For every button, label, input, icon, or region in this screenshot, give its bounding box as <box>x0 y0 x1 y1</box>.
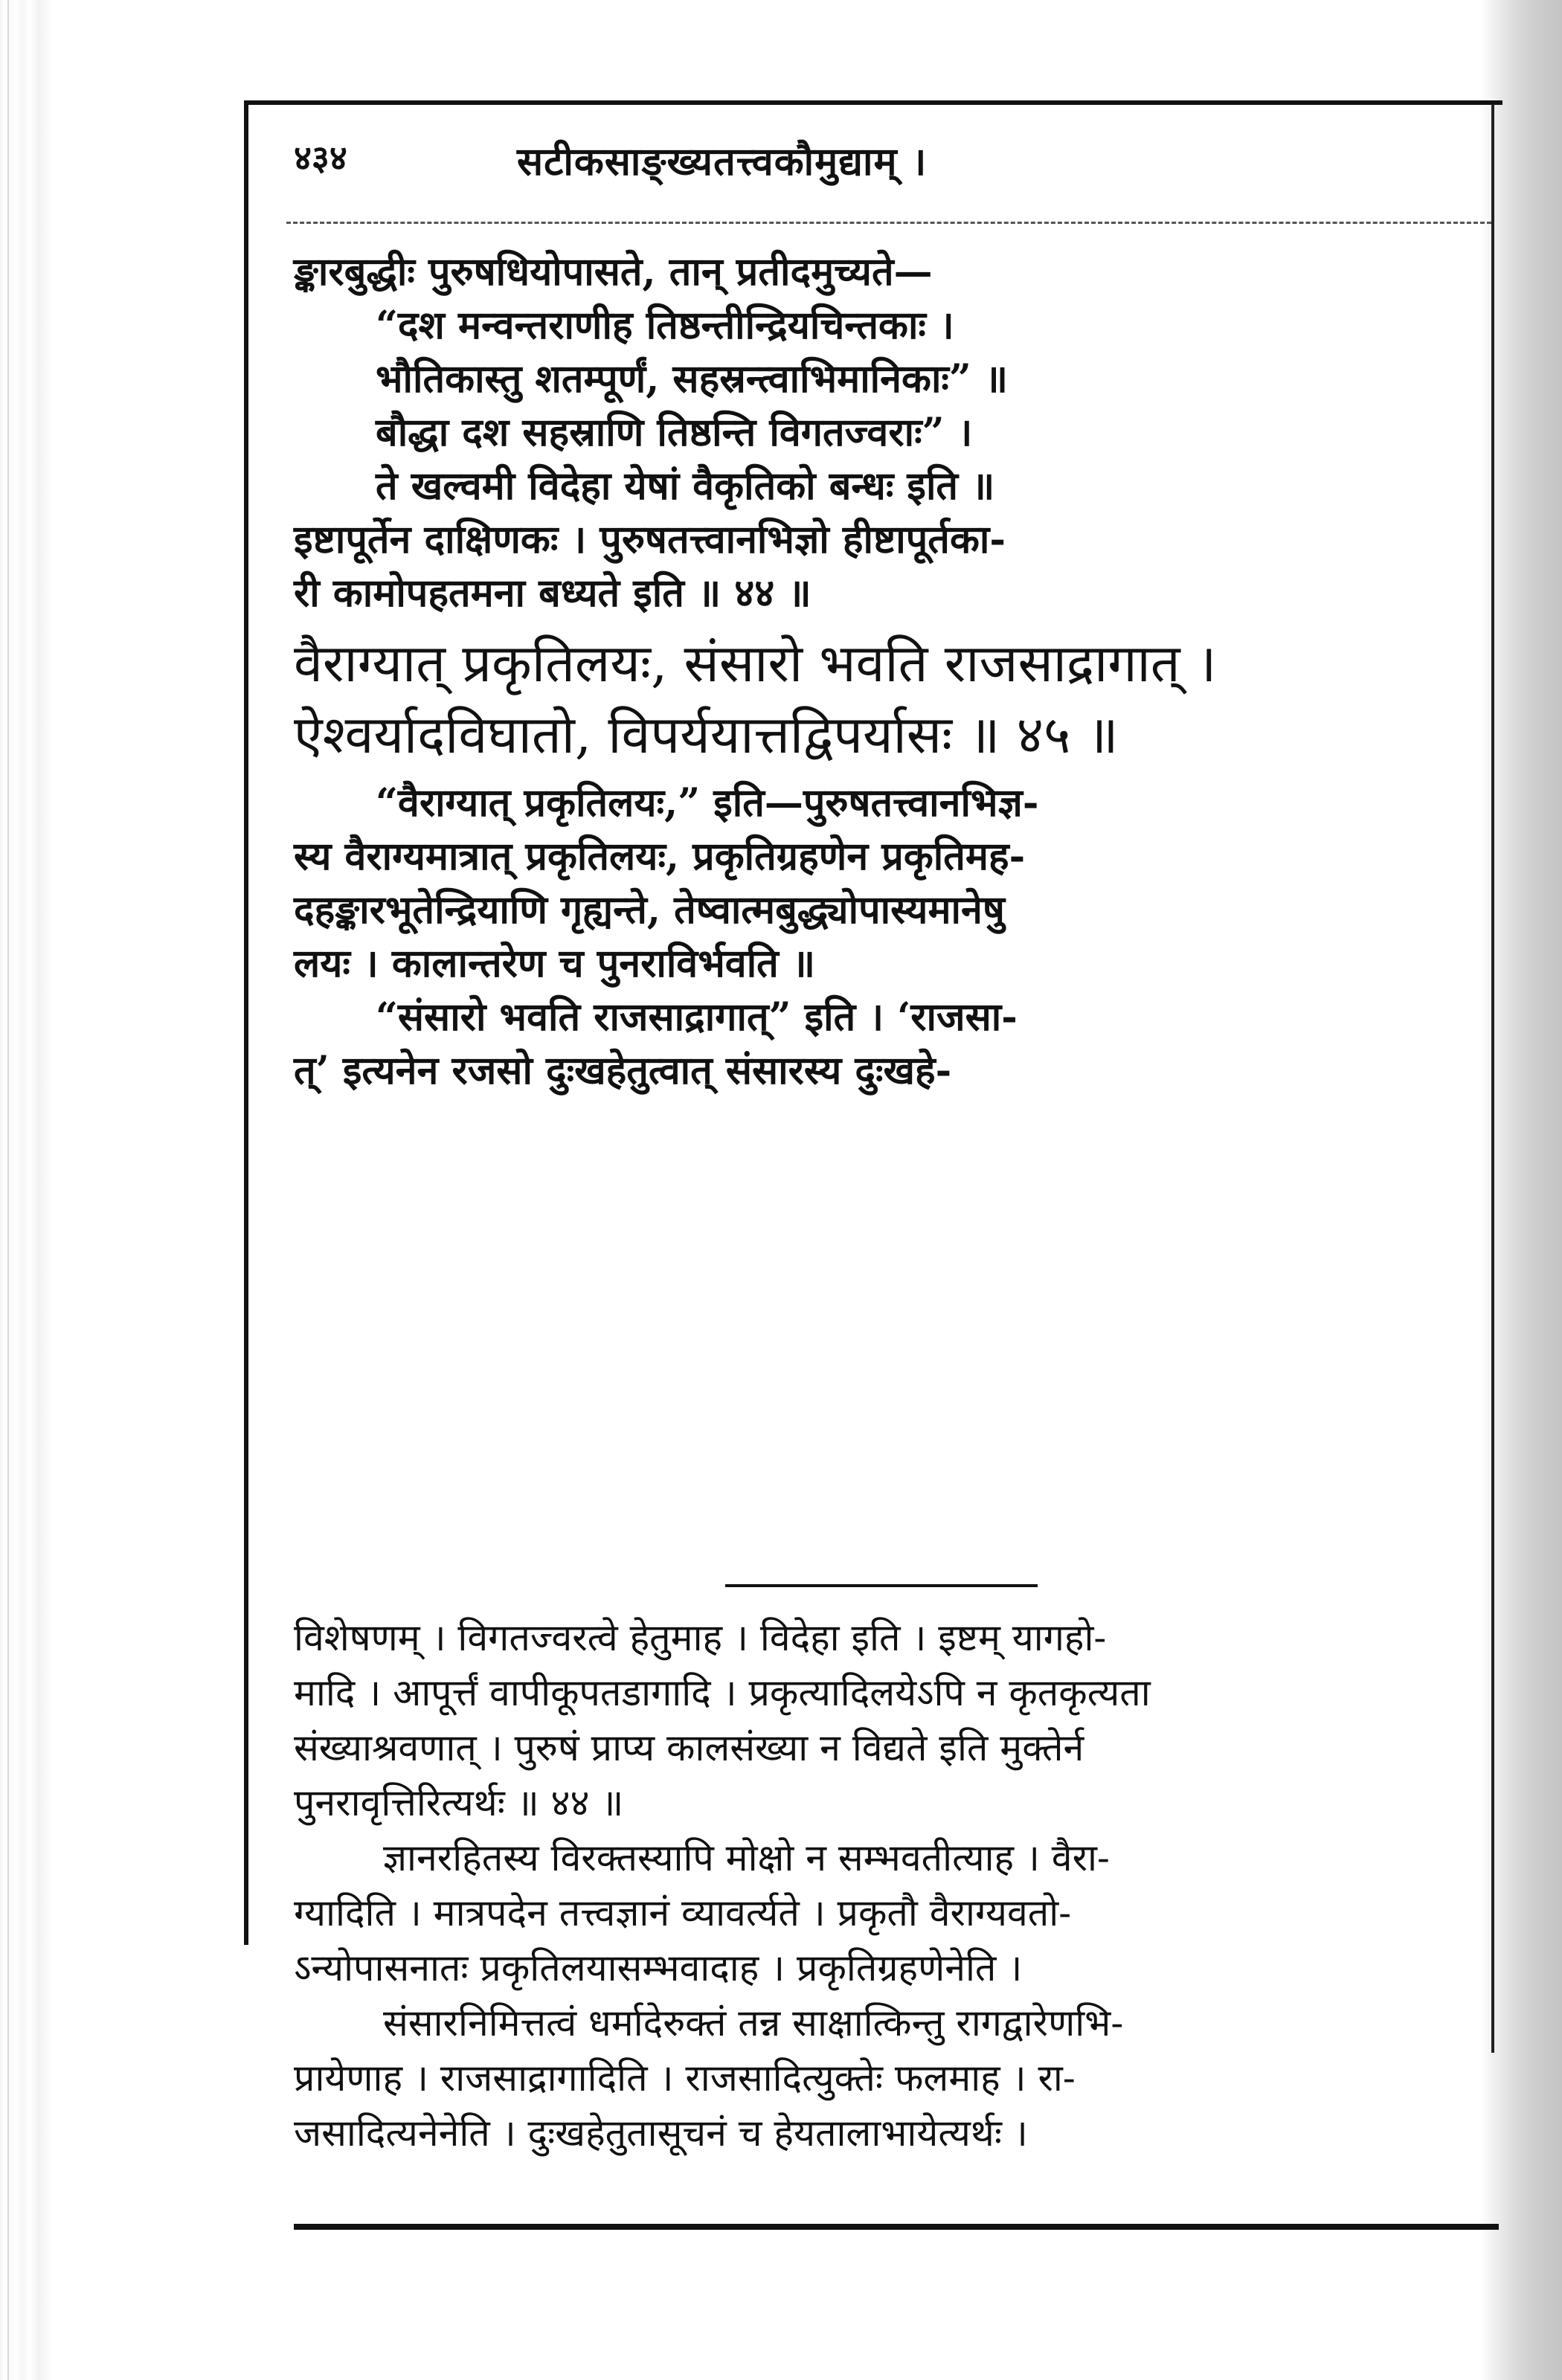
main-text-line: इष्टापूर्तेन दाक्षिणकः । पुरुषतत्त्वानभिज्ञो हीष्टापूर्तका- <box>294 517 1006 562</box>
header-dashed-rule <box>286 222 1491 224</box>
main-text <box>294 245 1476 1098</box>
bhashya-line: त्’ इत्यनेन रजसो दुःखहेतुत्वात् संसारस्य दुःखहे- <box>294 1048 952 1093</box>
commentary-line: ग्यादिति । मात्रपदेन तत्त्वज्ञानं व्यावर्त्यते । प्रकृतौ वैराग्यवतो- <box>294 1891 1072 1934</box>
commentary-footnote <box>294 1610 1484 2161</box>
commentary-line: संख्याश्रवणात् । पुरुषं प्राप्य कालसंख्या न विद्यते इति मुक्तेर्न <box>294 1726 1084 1769</box>
bhashya-line: “संसारो भवति राजसाद्रागात्” इति । ‘राजसा- <box>376 994 1018 1040</box>
bhashya-line: दहङ्कारभूतेन्द्रियाणि गृह्यन्ते, तेष्वात्मबुद्ध्योपास्यमानेषु <box>294 887 1005 933</box>
commentary-line: जसादित्यनेनेति । दुःखहेतुतासूचनं च हेयतालाभायेत्यर्थः । <box>294 2112 1028 2155</box>
running-title: सटीकसाङ्ख्यतत्त्वकौमुद्याम् । <box>517 139 928 184</box>
main-text-line: ङ्कारबुद्धीः पुरुषधियोपासते, तान् प्रतीदमुच्यते— <box>294 249 933 295</box>
main-text-line: री कामोपहतमना बध्यते इति ॥ ४४ ॥ <box>294 570 811 616</box>
bhashya-line: लयः । कालान्तरेण च पुनराविर्भवति ॥ <box>294 941 816 986</box>
bhashya-line: स्य वैराग्यमात्रात् प्रकृतिलयः, प्रकृतिग्रहणेन प्रकृतिमह- <box>294 834 1026 879</box>
commentary-line: विशेषणम् । विगतज्वरत्वे हेतुमाह । विदेहा इति । इष्टम् यागहो- <box>294 1616 1107 1659</box>
footnote-separator-rule <box>725 1584 1038 1587</box>
main-text-line: ते खल्वमी विदेहा येषां वैकृतिको बन्धः इति ॥ <box>376 463 995 509</box>
bhashya-line: “वैराग्यात् प्रकृतिलयः,” इति—पुरुषतत्त्वानभिज्ञ- <box>376 780 1039 826</box>
page-number: ४३४ <box>294 138 347 178</box>
page-header <box>294 134 1484 201</box>
commentary-line: पुनरावृत्तिरित्यर्थः ॥ ४४ ॥ <box>294 1781 624 1824</box>
book-spine-edge <box>0 0 52 2380</box>
verse-line: भौतिकास्तु शतम्पूर्णं, सहस्रन्त्वाभिमानिकाः” ॥ <box>376 356 1009 402</box>
commentary-line: संसारनिमित्तत्वं धर्मादेरुक्तं तन्न साक्षात्किन्तु रागद्वारेणभि- <box>383 2001 1124 2045</box>
verse-line: बौद्धा दश सहस्राणि तिष्ठन्ति विगतज्वराः” । <box>376 410 973 455</box>
commentary-line: ऽन्योपासनातः प्रकृतिलयासम्भवादाह । प्रकृतिग्रहणेनेति । <box>294 1946 1023 1990</box>
verse-line: “दश मन्वन्तराणीह तिष्ठन्तीन्द्रियचिन्तकाः । <box>376 303 954 348</box>
page-frame-right-rule <box>1491 104 1494 2053</box>
page-frame-top-rule <box>245 100 1502 105</box>
commentary-line: मादि । आपूर्त्तं वापीकूपतडागादि । प्रकृत्यादिलयेऽपि न कृतकृत्यता <box>294 1671 1151 1714</box>
karika-line: वैराग्यात् प्रकृतिलयः, संसारो भवति राजसाद्रागात् । <box>294 633 1217 694</box>
page-frame-left-rule <box>244 100 248 1945</box>
commentary-line: प्रायेणाह । राजसाद्रागादिति । राजसादित्युक्तेः फलमाह । रा- <box>294 2056 1076 2100</box>
page-frame-bottom-rule <box>294 2224 1499 2230</box>
karika-45 <box>294 628 1476 771</box>
karika-line: ऐश्वर्यादविघातो, विपर्ययात्तद्विपर्यासः ॥ ४५ ॥ <box>294 704 1119 765</box>
page-text-block <box>294 134 1484 2155</box>
commentary-line: ज्ञानरहितस्य विरक्तस्यापि मोक्षो न सम्भवतीत्याह । वैरा- <box>383 1836 1110 1879</box>
